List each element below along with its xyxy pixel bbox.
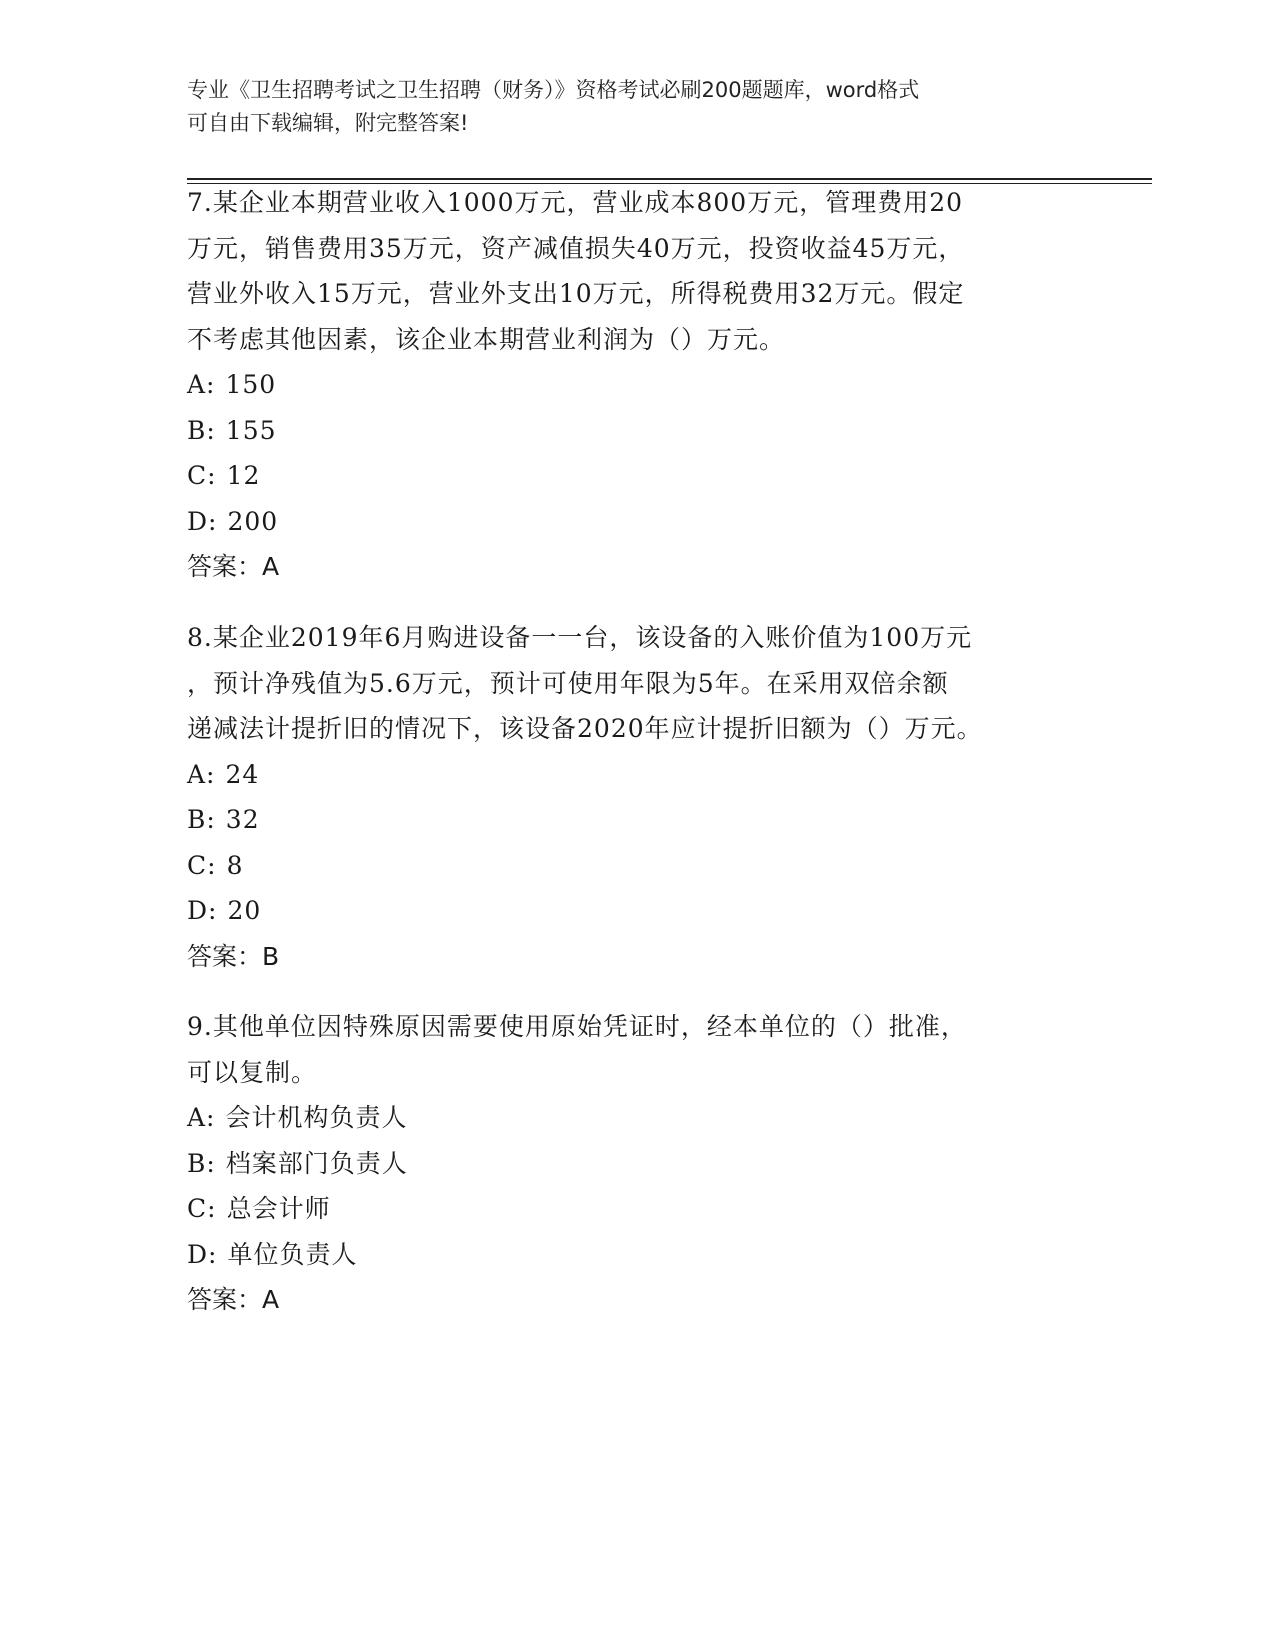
option-letter: D: <box>187 896 218 925</box>
option-a <box>187 752 1087 798</box>
option-text: 20 <box>227 896 262 925</box>
option-letter: C: <box>187 1194 217 1223</box>
answer-line: 答案：B <box>187 941 280 971</box>
option-text: 200 <box>227 506 279 536</box>
header-title-line-1: 专业《卫生招聘考试之卫生招聘（财务）》资格考试必刷200题题库，word格式 <box>187 78 920 102</box>
option-letter: D: <box>187 1239 218 1269</box>
question-stem-line: 营业外收入15万元，营业外支出10万元，所得税费用32万元。假定 <box>187 279 965 308</box>
option-text: 单位负责人 <box>227 1239 358 1269</box>
option-letter: A: <box>187 1103 216 1132</box>
option-letter: A: <box>187 759 216 789</box>
question-stem-line: 万元，销售费用35万元，资产减值损失40万元，投资收益45万元， <box>187 233 965 263</box>
option-text: 155 <box>225 415 277 445</box>
question-7 <box>187 180 1087 590</box>
answer-line: 答案：A <box>187 552 280 581</box>
question-stem-line: 9.其他单位因特殊原因需要使用原始凭证时，经本单位的（）批准， <box>187 1012 967 1041</box>
question-stem-line: 8.某企业2019年6月购进设备一一台，该设备的入账价值为100万元 <box>187 623 973 652</box>
option-c <box>187 843 1087 889</box>
option-d <box>187 888 1087 934</box>
question-stem-line: 7.某企业本期营业收入1000万元，营业成本800万元，管理费用20 <box>187 188 964 217</box>
option-text: 会计机构负责人 <box>225 1103 408 1132</box>
option-c <box>187 1186 1087 1232</box>
header-title-line-2: 可自由下载编辑，附完整答案! <box>187 111 469 135</box>
option-b <box>187 797 1087 843</box>
option-a <box>187 362 1087 408</box>
option-d <box>187 499 1087 545</box>
option-text: 档案部门负责人 <box>225 1148 408 1178</box>
question-8 <box>187 615 1087 979</box>
question-stem-line: 可以复制。 <box>187 1057 318 1087</box>
option-text: 24 <box>225 759 260 789</box>
answer-line: 答案：A <box>187 1285 280 1314</box>
option-text: 总会计师 <box>226 1194 331 1223</box>
option-b <box>187 408 1087 454</box>
option-text: 8 <box>226 850 244 880</box>
option-letter: C: <box>187 850 217 880</box>
option-text: 150 <box>225 370 277 399</box>
option-letter: A: <box>187 370 216 399</box>
question-9 <box>187 1004 1087 1323</box>
question-stem-line: ，预计净残值为5.6万元，预计可使用年限为5年。在采用双倍余额 <box>187 668 949 698</box>
option-letter: C: <box>187 461 217 490</box>
option-a <box>187 1095 1087 1141</box>
option-letter: D: <box>187 506 218 536</box>
option-text: 12 <box>226 461 261 490</box>
option-b <box>187 1141 1087 1187</box>
option-c <box>187 453 1087 499</box>
option-text: 32 <box>225 805 260 834</box>
option-letter: B: <box>187 1148 216 1178</box>
option-letter: B: <box>187 805 216 834</box>
option-letter: B: <box>187 415 216 445</box>
page-header <box>187 74 1087 140</box>
option-d <box>187 1232 1087 1278</box>
question-stem-line: 递减法计提折旧的情况下，该设备2020年应计提折旧额为（）万元。 <box>187 714 983 743</box>
question-stem-line: 不考虑其他因素，该企业本期营业利润为（）万元。 <box>187 324 786 354</box>
